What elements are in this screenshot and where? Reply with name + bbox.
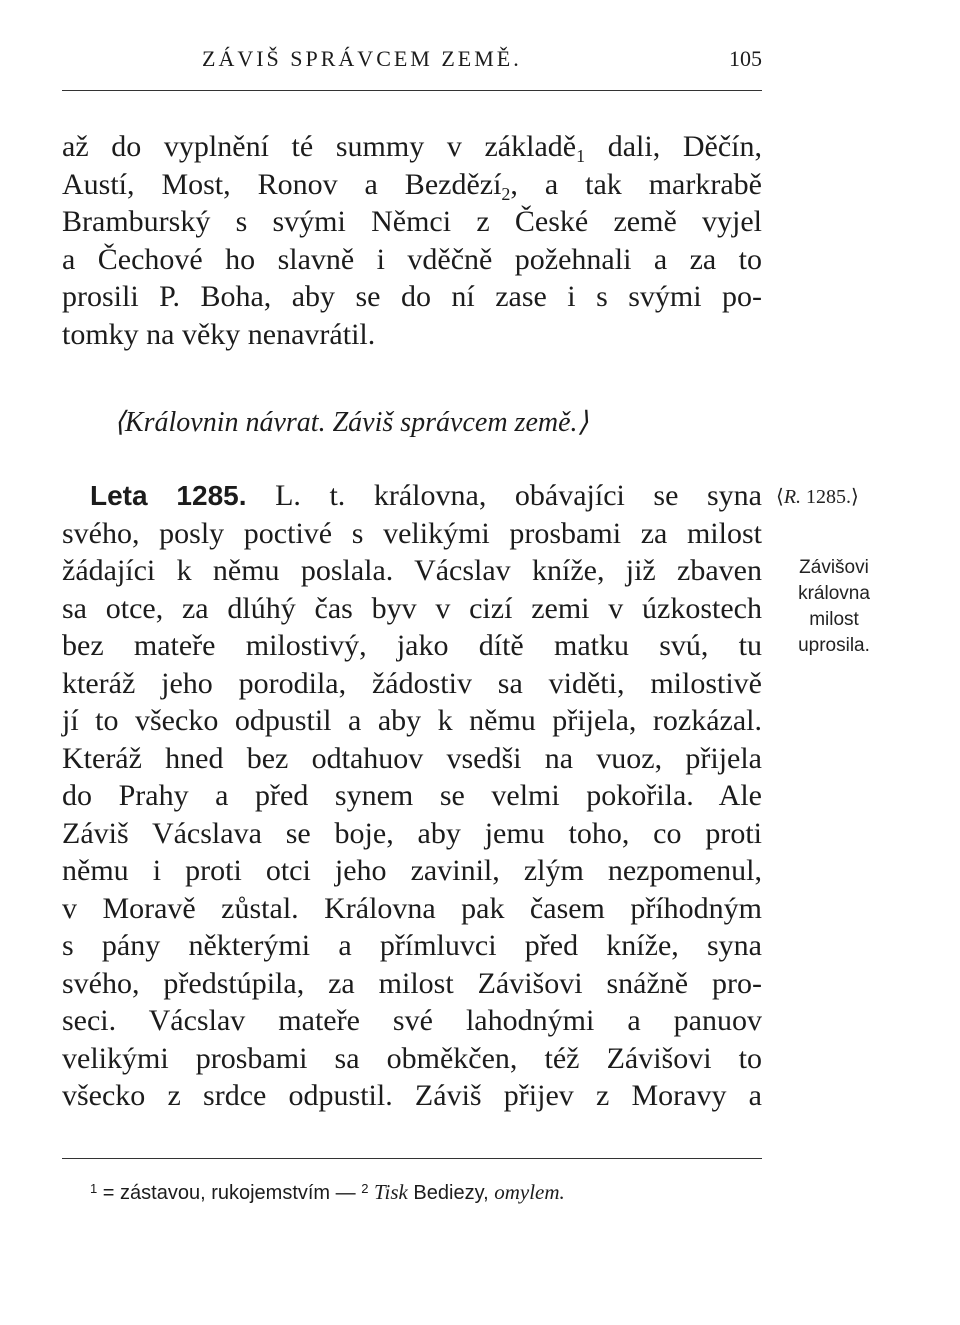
margin-note-line: Závišovi — [799, 557, 869, 578]
text-line: jí to všecko odpustil a aby k němu přijela, rozkázal. — [62, 704, 762, 737]
text-line: svého, předstúpila, za milost Závišovi snážně pro- — [62, 966, 762, 1000]
footnote-rule — [62, 1158, 762, 1159]
text-line: velikými prosbami sa obměkčen, též Závišovi to — [62, 1041, 762, 1075]
running-head — [62, 46, 762, 80]
footnotes: $^1$ = zástavou, rukojemstvím — $^2$ Tisk Bediezy, omylem. — [90, 1180, 565, 1204]
year-lead: Leta 1285. — [90, 480, 247, 511]
text-line: Bramburský s svými Němci z České země vyjel — [62, 205, 762, 238]
text-line: tomky na věky nenavrátil. — [62, 317, 376, 351]
text-line: němu i proti otci jeho zavinil, zlým nezpomenul, — [62, 854, 762, 887]
header-rule — [62, 90, 762, 91]
text-line: prosili P. Boha, aby se do ní zase i s svými po- — [62, 280, 762, 313]
text-line: a Čechové ho slavně i vděčně požehnali a za to — [62, 242, 762, 276]
text-line: Leta 1285. L. t. královna, obávajíci se syna — [90, 479, 762, 512]
text-line: bez mateře milostivý, jako dítě matku svú, tu — [62, 629, 762, 662]
text-line: všecko z srdce odpustil. Záviš přijev z Moravy a — [62, 1079, 762, 1112]
text-line: sa otce, za dlúhý čas byv v cizí zemi v úzkostech — [62, 591, 762, 625]
paragraph-1 — [62, 128, 762, 353]
text-line: žádajíci k němu poslala. Vácslav kníže, již zbaven — [62, 554, 762, 587]
text-line: kteráž jeho porodila, žádostiv sa viděti, milostivě — [62, 666, 762, 700]
text-line: až do vyplnění té summy v základě$_1$ dali, Děčín, — [62, 130, 762, 166]
text-line: seci. Vácslav mateře své lahodnými a panuov — [62, 1004, 762, 1037]
text-line: Záviš Vácslava se boje, aby jemu toho, co proti — [62, 816, 762, 850]
text-line: Kteráž hned bez odtahuov vsedši na vuoz, přijela — [62, 741, 762, 775]
margin-note-summary — [778, 555, 890, 659]
section-heading: ⟨Královnin návrat. Záviš správcem země.⟩ — [114, 407, 589, 438]
text-line: v Moravě zůstal. Královna pak časem příhodným — [62, 891, 762, 925]
footnote-number-1: 1 — [90, 1181, 98, 1196]
text-line: svého, posly poctivé s velikými prosbami za milost — [62, 516, 762, 550]
footnote-number-2: 2 — [361, 1181, 369, 1196]
margin-note-line: milost — [809, 609, 859, 630]
footnote-ref-1: 1 — [576, 146, 586, 166]
margin-note-line: uprosila. — [798, 635, 870, 656]
running-head-title: ZÁVIŠ SPRÁVCEM ZEMĚ. — [202, 46, 522, 71]
text-line: do Prahy a před synem se velmi pokořila. Ale — [62, 779, 762, 812]
page-number: 105 — [729, 46, 762, 71]
text-line: s pány některými a přímluvci před kníže, syna — [62, 929, 762, 962]
paragraph-2 — [62, 477, 762, 1115]
text-line: Austí, Most, Ronov a Bezdězí$_2$, a tak markrabě — [62, 167, 762, 204]
footnote-ref-2: 2 — [501, 183, 511, 204]
margin-note-line: královna — [798, 583, 870, 604]
margin-note-year: ⟨R. 1285.⟩ — [776, 486, 859, 508]
